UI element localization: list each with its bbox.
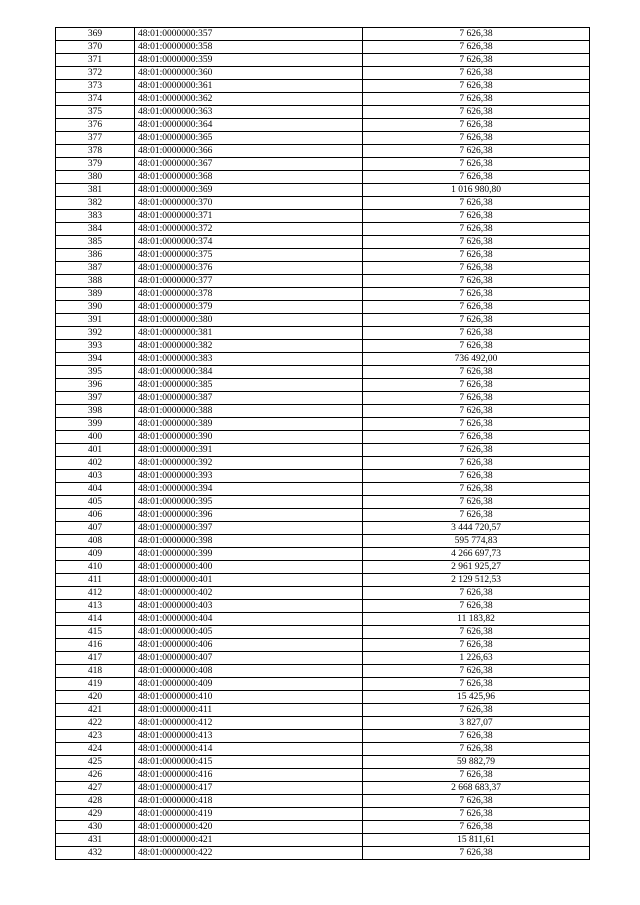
cadastral-value-cell: 3 827,07 (363, 717, 590, 730)
cadastral-number-cell: 48:01:0000000:398 (135, 535, 363, 548)
row-number-cell: 388 (56, 275, 135, 288)
row-number-cell: 432 (56, 847, 135, 860)
table-row (56, 392, 590, 405)
table-row (56, 561, 590, 574)
cadastral-value-cell: 7 626,38 (363, 587, 590, 600)
cadastral-value-cell: 7 626,38 (363, 431, 590, 444)
table-row (56, 470, 590, 483)
table-row (56, 769, 590, 782)
row-number-cell: 427 (56, 782, 135, 795)
cadastral-number-cell: 48:01:0000000:384 (135, 366, 363, 379)
table-row (56, 847, 590, 860)
cadastral-value-cell: 7 626,38 (363, 262, 590, 275)
cadastral-number-cell: 48:01:0000000:360 (135, 67, 363, 80)
row-number-cell: 387 (56, 262, 135, 275)
cadastral-number-cell: 48:01:0000000:371 (135, 210, 363, 223)
cadastral-value-cell: 7 626,38 (363, 171, 590, 184)
table-row (56, 574, 590, 587)
cadastral-value-cell: 7 626,38 (363, 626, 590, 639)
cadastral-number-cell: 48:01:0000000:378 (135, 288, 363, 301)
cadastral-value-cell: 7 626,38 (363, 808, 590, 821)
table-row (56, 639, 590, 652)
cadastral-value-cell: 7 626,38 (363, 67, 590, 80)
cadastral-number-cell: 48:01:0000000:381 (135, 327, 363, 340)
cadastral-value-cell: 7 626,38 (363, 41, 590, 54)
table-row (56, 379, 590, 392)
cadastral-value-cell: 7 626,38 (363, 301, 590, 314)
table-row (56, 93, 590, 106)
row-number-cell: 418 (56, 665, 135, 678)
table-row (56, 431, 590, 444)
cadastral-number-cell: 48:01:0000000:379 (135, 301, 363, 314)
cadastral-value-cell: 7 626,38 (363, 743, 590, 756)
row-number-cell: 413 (56, 600, 135, 613)
cadastral-number-cell: 48:01:0000000:414 (135, 743, 363, 756)
table-row (56, 210, 590, 223)
row-number-cell: 414 (56, 613, 135, 626)
cadastral-number-cell: 48:01:0000000:387 (135, 392, 363, 405)
cadastral-value-cell: 7 626,38 (363, 405, 590, 418)
table-row (56, 444, 590, 457)
row-number-cell: 410 (56, 561, 135, 574)
cadastral-number-cell: 48:01:0000000:417 (135, 782, 363, 795)
row-number-cell: 425 (56, 756, 135, 769)
cadastral-number-cell: 48:01:0000000:374 (135, 236, 363, 249)
cadastral-value-cell: 2 668 683,37 (363, 782, 590, 795)
table-row (56, 197, 590, 210)
row-number-cell: 370 (56, 41, 135, 54)
cadastral-number-cell: 48:01:0000000:392 (135, 457, 363, 470)
cadastral-number-cell: 48:01:0000000:366 (135, 145, 363, 158)
cadastral-value-cell: 7 626,38 (363, 600, 590, 613)
row-number-cell: 390 (56, 301, 135, 314)
cadastral-number-cell: 48:01:0000000:365 (135, 132, 363, 145)
cadastral-value-cell: 7 626,38 (363, 496, 590, 509)
cadastral-value-cell: 7 626,38 (363, 509, 590, 522)
cadastral-value-cell: 15 811,61 (363, 834, 590, 847)
cadastral-value-cell: 7 626,38 (363, 54, 590, 67)
cadastral-value-cell: 7 626,38 (363, 249, 590, 262)
row-number-cell: 411 (56, 574, 135, 587)
cadastral-number-cell: 48:01:0000000:422 (135, 847, 363, 860)
row-number-cell: 409 (56, 548, 135, 561)
row-number-cell: 383 (56, 210, 135, 223)
cadastral-value-cell: 7 626,38 (363, 821, 590, 834)
table-row (56, 158, 590, 171)
row-number-cell: 385 (56, 236, 135, 249)
row-number-cell: 402 (56, 457, 135, 470)
table-row (56, 327, 590, 340)
row-number-cell: 376 (56, 119, 135, 132)
cadastral-value-cell: 7 626,38 (363, 80, 590, 93)
cadastral-number-cell: 48:01:0000000:394 (135, 483, 363, 496)
table-row (56, 249, 590, 262)
table-row (56, 418, 590, 431)
cadastral-number-cell: 48:01:0000000:418 (135, 795, 363, 808)
cadastral-value-cell: 7 626,38 (363, 288, 590, 301)
cadastral-value-cell: 7 626,38 (363, 28, 590, 41)
table-row (56, 223, 590, 236)
row-number-cell: 369 (56, 28, 135, 41)
row-number-cell: 377 (56, 132, 135, 145)
row-number-cell: 398 (56, 405, 135, 418)
cadastral-number-cell: 48:01:0000000:406 (135, 639, 363, 652)
table-row (56, 587, 590, 600)
row-number-cell: 403 (56, 470, 135, 483)
cadastral-value-cell: 7 626,38 (363, 275, 590, 288)
row-number-cell: 399 (56, 418, 135, 431)
table-row (56, 301, 590, 314)
table-row (56, 262, 590, 275)
row-number-cell: 415 (56, 626, 135, 639)
row-number-cell: 428 (56, 795, 135, 808)
cadastral-value-cell: 3 444 720,57 (363, 522, 590, 535)
table-row (56, 691, 590, 704)
table-row (56, 405, 590, 418)
cadastral-value-cell: 7 626,38 (363, 639, 590, 652)
table-row (56, 41, 590, 54)
cadastral-number-cell: 48:01:0000000:382 (135, 340, 363, 353)
cadastral-value-cell: 7 626,38 (363, 145, 590, 158)
row-number-cell: 423 (56, 730, 135, 743)
row-number-cell: 426 (56, 769, 135, 782)
table-row (56, 522, 590, 535)
table-row (56, 145, 590, 158)
table-row (56, 80, 590, 93)
table-row (56, 652, 590, 665)
cadastral-number-cell: 48:01:0000000:388 (135, 405, 363, 418)
row-number-cell: 375 (56, 106, 135, 119)
cadastral-number-cell: 48:01:0000000:405 (135, 626, 363, 639)
cadastral-value-cell: 7 626,38 (363, 132, 590, 145)
cadastral-value-cell: 2 961 925,27 (363, 561, 590, 574)
cadastral-value-cell: 7 626,38 (363, 210, 590, 223)
row-number-cell: 429 (56, 808, 135, 821)
cadastral-value-cell: 7 626,38 (363, 730, 590, 743)
cadastral-number-cell: 48:01:0000000:393 (135, 470, 363, 483)
cadastral-value-cell: 595 774,83 (363, 535, 590, 548)
row-number-cell: 386 (56, 249, 135, 262)
cadastral-number-cell: 48:01:0000000:389 (135, 418, 363, 431)
table-body (56, 28, 590, 860)
cadastral-number-cell: 48:01:0000000:391 (135, 444, 363, 457)
row-number-cell: 404 (56, 483, 135, 496)
table-row (56, 717, 590, 730)
row-number-cell: 407 (56, 522, 135, 535)
cadastral-value-cell: 7 626,38 (363, 704, 590, 717)
cadastral-number-cell: 48:01:0000000:410 (135, 691, 363, 704)
table-row (56, 509, 590, 522)
table-row (56, 704, 590, 717)
table-row (56, 275, 590, 288)
table-row (56, 119, 590, 132)
row-number-cell: 416 (56, 639, 135, 652)
table-row (56, 756, 590, 769)
table-row (56, 613, 590, 626)
cadastral-number-cell: 48:01:0000000:403 (135, 600, 363, 613)
cadastral-value-cell: 7 626,38 (363, 392, 590, 405)
cadastral-number-cell: 48:01:0000000:413 (135, 730, 363, 743)
row-number-cell: 421 (56, 704, 135, 717)
cadastral-number-cell: 48:01:0000000:383 (135, 353, 363, 366)
row-number-cell: 391 (56, 314, 135, 327)
cadastral-number-cell: 48:01:0000000:396 (135, 509, 363, 522)
row-number-cell: 397 (56, 392, 135, 405)
cadastral-number-cell: 48:01:0000000:397 (135, 522, 363, 535)
row-number-cell: 384 (56, 223, 135, 236)
cadastral-number-cell: 48:01:0000000:408 (135, 665, 363, 678)
cadastral-value-cell: 7 626,38 (363, 678, 590, 691)
cadastral-value-cell: 7 626,38 (363, 769, 590, 782)
cadastral-number-cell: 48:01:0000000:358 (135, 41, 363, 54)
row-number-cell: 405 (56, 496, 135, 509)
table-row (56, 795, 590, 808)
cadastral-value-table (55, 27, 590, 860)
cadastral-number-cell: 48:01:0000000:402 (135, 587, 363, 600)
row-number-cell: 380 (56, 171, 135, 184)
table-row (56, 236, 590, 249)
row-number-cell: 396 (56, 379, 135, 392)
row-number-cell: 400 (56, 431, 135, 444)
cadastral-value-cell: 2 129 512,53 (363, 574, 590, 587)
row-number-cell: 378 (56, 145, 135, 158)
cadastral-value-cell: 7 626,38 (363, 379, 590, 392)
cadastral-value-cell: 7 626,38 (363, 314, 590, 327)
table-row (56, 665, 590, 678)
row-number-cell: 424 (56, 743, 135, 756)
row-number-cell: 417 (56, 652, 135, 665)
cadastral-number-cell: 48:01:0000000:367 (135, 158, 363, 171)
table-row (56, 600, 590, 613)
cadastral-number-cell: 48:01:0000000:412 (135, 717, 363, 730)
cadastral-number-cell: 48:01:0000000:416 (135, 769, 363, 782)
cadastral-value-cell: 7 626,38 (363, 327, 590, 340)
cadastral-value-cell: 15 425,96 (363, 691, 590, 704)
cadastral-value-cell: 7 626,38 (363, 483, 590, 496)
row-number-cell: 373 (56, 80, 135, 93)
cadastral-number-cell: 48:01:0000000:377 (135, 275, 363, 288)
cadastral-number-cell: 48:01:0000000:361 (135, 80, 363, 93)
row-number-cell: 420 (56, 691, 135, 704)
cadastral-number-cell: 48:01:0000000:362 (135, 93, 363, 106)
table-row (56, 483, 590, 496)
table-row (56, 366, 590, 379)
table-row (56, 821, 590, 834)
table-row (56, 548, 590, 561)
cadastral-value-cell: 7 626,38 (363, 847, 590, 860)
table-row (56, 314, 590, 327)
cadastral-value-cell: 7 626,38 (363, 158, 590, 171)
row-number-cell: 408 (56, 535, 135, 548)
cadastral-number-cell: 48:01:0000000:407 (135, 652, 363, 665)
cadastral-number-cell: 48:01:0000000:400 (135, 561, 363, 574)
cadastral-value-cell: 59 882,79 (363, 756, 590, 769)
table-row (56, 535, 590, 548)
cadastral-value-cell: 7 626,38 (363, 93, 590, 106)
cadastral-value-cell: 1 226,63 (363, 652, 590, 665)
cadastral-value-cell: 4 266 697,73 (363, 548, 590, 561)
cadastral-value-cell: 7 626,38 (363, 340, 590, 353)
cadastral-value-cell: 7 626,38 (363, 236, 590, 249)
cadastral-number-cell: 48:01:0000000:395 (135, 496, 363, 509)
row-number-cell: 389 (56, 288, 135, 301)
table-row (56, 496, 590, 509)
table-row (56, 782, 590, 795)
cadastral-value-cell: 7 626,38 (363, 444, 590, 457)
cadastral-number-cell: 48:01:0000000:419 (135, 808, 363, 821)
row-number-cell: 379 (56, 158, 135, 171)
table-row (56, 678, 590, 691)
cadastral-value-cell: 7 626,38 (363, 366, 590, 379)
row-number-cell: 419 (56, 678, 135, 691)
cadastral-value-cell: 7 626,38 (363, 418, 590, 431)
cadastral-value-cell: 7 626,38 (363, 106, 590, 119)
cadastral-number-cell: 48:01:0000000:359 (135, 54, 363, 67)
table-row (56, 171, 590, 184)
row-number-cell: 393 (56, 340, 135, 353)
row-number-cell: 395 (56, 366, 135, 379)
table-row (56, 808, 590, 821)
row-number-cell: 392 (56, 327, 135, 340)
cadastral-value-cell: 736 492,00 (363, 353, 590, 366)
table-row (56, 28, 590, 41)
row-number-cell: 431 (56, 834, 135, 847)
table-row (56, 626, 590, 639)
cadastral-number-cell: 48:01:0000000:370 (135, 197, 363, 210)
table-row (56, 834, 590, 847)
cadastral-value-cell: 7 626,38 (363, 457, 590, 470)
cadastral-value-cell: 1 016 980,80 (363, 184, 590, 197)
cadastral-number-cell: 48:01:0000000:415 (135, 756, 363, 769)
row-number-cell: 401 (56, 444, 135, 457)
row-number-cell: 406 (56, 509, 135, 522)
cadastral-value-cell: 7 626,38 (363, 470, 590, 483)
table-row (56, 353, 590, 366)
cadastral-value-cell: 7 626,38 (363, 197, 590, 210)
cadastral-number-cell: 48:01:0000000:399 (135, 548, 363, 561)
cadastral-number-cell: 48:01:0000000:369 (135, 184, 363, 197)
cadastral-number-cell: 48:01:0000000:368 (135, 171, 363, 184)
cadastral-number-cell: 48:01:0000000:385 (135, 379, 363, 392)
row-number-cell: 382 (56, 197, 135, 210)
cadastral-value-cell: 7 626,38 (363, 795, 590, 808)
cadastral-number-cell: 48:01:0000000:421 (135, 834, 363, 847)
cadastral-number-cell: 48:01:0000000:357 (135, 28, 363, 41)
cadastral-number-cell: 48:01:0000000:372 (135, 223, 363, 236)
table-row (56, 457, 590, 470)
table-row (56, 132, 590, 145)
table-row (56, 730, 590, 743)
row-number-cell: 394 (56, 353, 135, 366)
cadastral-value-cell: 11 183,82 (363, 613, 590, 626)
table-row (56, 340, 590, 353)
cadastral-number-cell: 48:01:0000000:380 (135, 314, 363, 327)
cadastral-value-cell: 7 626,38 (363, 665, 590, 678)
cadastral-number-cell: 48:01:0000000:364 (135, 119, 363, 132)
cadastral-number-cell: 48:01:0000000:420 (135, 821, 363, 834)
row-number-cell: 371 (56, 54, 135, 67)
row-number-cell: 412 (56, 587, 135, 600)
cadastral-number-cell: 48:01:0000000:390 (135, 431, 363, 444)
row-number-cell: 374 (56, 93, 135, 106)
cadastral-value-cell: 7 626,38 (363, 223, 590, 236)
table-row (56, 54, 590, 67)
cadastral-number-cell: 48:01:0000000:363 (135, 106, 363, 119)
cadastral-number-cell: 48:01:0000000:411 (135, 704, 363, 717)
table-row (56, 184, 590, 197)
cadastral-number-cell: 48:01:0000000:401 (135, 574, 363, 587)
cadastral-number-cell: 48:01:0000000:376 (135, 262, 363, 275)
table-row (56, 67, 590, 80)
cadastral-number-cell: 48:01:0000000:409 (135, 678, 363, 691)
table-row (56, 743, 590, 756)
row-number-cell: 422 (56, 717, 135, 730)
row-number-cell: 430 (56, 821, 135, 834)
row-number-cell: 372 (56, 67, 135, 80)
cadastral-number-cell: 48:01:0000000:375 (135, 249, 363, 262)
cadastral-value-cell: 7 626,38 (363, 119, 590, 132)
cadastral-number-cell: 48:01:0000000:404 (135, 613, 363, 626)
table-row (56, 106, 590, 119)
table-row (56, 288, 590, 301)
row-number-cell: 381 (56, 184, 135, 197)
